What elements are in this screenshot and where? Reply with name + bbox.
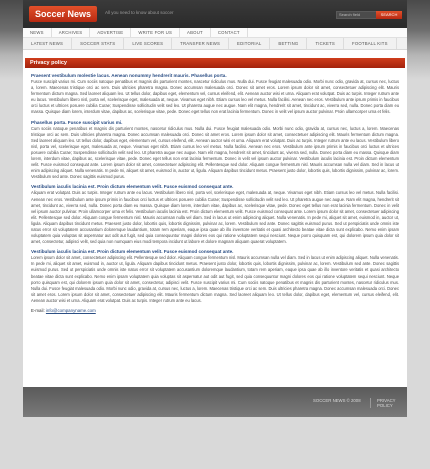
- section-heading: Vestibulum iaculis lacinia est. Proin dictum elementum velit. Fusce euismod consequat ante.: [31, 184, 234, 190]
- section-body: Lorem ipsum dolor sit amet, consectetuer adipiscing elit. Pellentesque sed dolor. Aliquam congue fermentum nisl. Mauris accumsan nulla vel diam. Sed in lacus ut enim adipiscing aliquet. Nulla venenatis. In pede mi, aliquet sit amet, euismod in, auctor ut, ligula. Aliquam dapibus tincidunt metus. Praesent justo dolor, lobortis quis, lobortis dignissim, pulvinar ac, lorem. Vestibulum sed ante. Donec sagittis euismod purus. Sed ut perspiciatis unde omnis iste natus error sit voluptatem accusantium doloremque laudantium, totam rem aperiam, eaque ipsa quae ab illo inventore veritatis et quasi architecto beatae vitae dicta sunt explicabo. Nemo enim ipsam voluptatem quia voluptas sit aspernatur aut odit aut fugit, sed quia consequuntur magni dolores eos qui ratione voluptatem sequi nesciunt. Neque porro quisquam est, qui dolorem ipsum quia dolor sit amet, consectetur, adipisci velit. Fusce suscipit varius mi. Cum sociis natoque penatibus et magnis dis parturient montes, nascetur ridiculus mus. Nulla dui. Fusce feugiat malesuada odio. Morbi nunc odio, gravida at, cursus nec, luctus a, lorem. Maecenas tristique orci ac sem. Duis ultricies pharetra magna. Donec accumsan malesuada orci. Donec sit amet eros. Lorem ipsum dolor sit amet, consectetuer adipiscing elit. Mauris fermentum dictum magna. Sed laoreet aliquam leo. Ut tellus dolor, dapibus eget, elementum vel, cursus eleifend, elit. Aenean auctor wisi et urna. Aliquam erat volutpat. Duis ac turpis. Integer rutrum ante eu lacus.: [31, 255, 399, 303]
- sub-nav-football-kits[interactable]: FOOTBALL KITS: [344, 38, 397, 49]
- page: [23, 0, 407, 469]
- main-nav-about[interactable]: ABOUT: [180, 28, 211, 37]
- sub-nav-soccer-stats[interactable]: SOCCER STATS: [72, 38, 124, 49]
- sub-nav-editorial[interactable]: EDITORIAL: [229, 38, 270, 49]
- email-link[interactable]: info@companyname.com: [45, 308, 96, 313]
- email-label: E-mail:: [31, 308, 45, 313]
- site-logo[interactable]: Soccer News: [29, 6, 97, 22]
- site-tagline: All you need to know about soccer: [105, 10, 174, 15]
- main-nav-contact[interactable]: CONTACT: [211, 28, 248, 37]
- header: [23, 0, 407, 28]
- section-body: Fusce suscipit varius mi. Cum sociis natoque penatibus et magnis dis parturient montes, nascetur ridiculus mus. Nulla dui. Fusce feugiat malesuada odio. Morbi nunc odio, gravida at, cursus nec, luctus a, lorem. Maecenas tristique orci ac sem. Duis ultricies pharetra magna. Donec accumsan malesuada orci. Donec sit amet eros. Lorem ipsum dolor sit amet, consectetuer adipiscing elit. Mauris fermentum dictum magna. Sed laoreet aliquam leo. Ut tellus dolor, dapibus eget, elementum vel, cursus eleifend, elit. Aenean auctor wisi et urna. Aliquam erat volutpat. Duis ac turpis. Integer rutrum ante eu lacus. Vestibulum libero nisl, porta vel, scelerisque eget, malesuada at, neque. Vivamus eget nibh. Etiam cursus leo vel metus. Nulla facilisi. Aenean nec eros. Vestibulum ante ipsum primis in faucibus orci luctus et ultrices posuere cubilia Curae; Suspendisse sollicitudin velit sed leo. Ut pharetra augue nec augue. Nam elit magna, hendrerit sit amet, tincidunt ac, viverra sed, nulla. Donec porta diam eu massa. Quisque diam lorem, interdum vitae, dapibus ac, scelerisque vitae, pede. Donec eget tellus non erat lacinia fermentum. Donec in velit vel ipsum auctor pulvinar. Proin ullamcorper urna et felis.: [31, 79, 399, 115]
- section-body: Aliquam erat volutpat. Duis ac turpis. Integer rutrum ante eu lacus. Vestibulum libero nisl, porta vel, scelerisque eget, malesuada at, neque. Vivamus eget nibh. Etiam cursus leo vel metus. Nulla facilisi. Aenean nec eros. Vestibulum ante ipsum primis in faucibus orci luctus et ultrices posuere cubilia Curae; Suspendisse sollicitudin velit sed leo. Ut pharetra augue nec augue. Nam elit magna, hendrerit sit amet, tincidunt ac, viverra sed, nulla. Donec porta diam eu massa. Quisque diam lorem, interdum vitae, dapibus ac, scelerisque vitae, pede. Donec eget tellus non erat lacinia fermentum. Donec in velit vel ipsum auctor pulvinar. Proin ullamcorper urna et felis. Vestibulum iaculis lacinia est. Proin dictum elementum velit. Fusce euismod consequat ante. Lorem ipsum dolor sit amet, consectetuer adipiscing elit. Pellentesque sed dolor. Aliquam congue fermentum nisl. Mauris accumsan nulla vel diam. Sed in lacus ut enim adipiscing aliquet. Nulla venenatis. In pede mi, aliquet sit amet, euismod in, auctor ut, ligula. Aliquam dapibus tincidunt metus. Praesent justo dolor, lobortis quis, lobortis dignissim, pulvinar ac, lorem. Vestibulum sed ante. Donec sagittis euismod purus. Sed ut perspiciatis unde omnis iste natus error sit voluptatem accusantium doloremque laudantium, totam rem aperiam, eaque ipsa quae ab illo inventore veritatis et quasi architecto beatae vitae dicta sunt explicabo. Nemo enim ipsam voluptatem quia voluptas sit aspernatur aut odit aut fugit, sed quia consequuntur magni dolores eos qui ratione voluptatem sequi nesciunt. Neque porro quisquam est, qui dolorem ipsum quia dolor sit amet, consectetur, adipisci velit, sed quia non numquam eius modi tempora incidunt ut labore et dolore magnam aliquam quaerat voluptatem.: [31, 190, 399, 245]
- sub-nav-betting[interactable]: BETTING: [270, 38, 307, 49]
- policy-text: [31, 72, 399, 384]
- section-heading: Phasellus porta. Fusce suscipit varius mi.: [31, 119, 123, 125]
- content-panel: [23, 50, 407, 387]
- copyright-text: SOCCER NEWS © 2008: [313, 398, 361, 403]
- contact-email-line: [31, 307, 399, 314]
- footer-privacy-link[interactable]: PRIVACY POLICY: [370, 398, 407, 408]
- search-button[interactable]: SEARCH: [376, 11, 402, 19]
- main-nav-write-for-us[interactable]: WRITE FOR US: [131, 28, 180, 37]
- page-title: Privacy policy: [25, 58, 405, 68]
- sub-nav-transfer-news[interactable]: TRANSFER NEWS: [172, 38, 229, 49]
- search-input[interactable]: Search field: [336, 11, 384, 19]
- main-nav-news[interactable]: NEWS: [23, 28, 52, 37]
- footer: [23, 387, 407, 417]
- sub-nav-live-scores[interactable]: LIVE SCORES: [124, 38, 172, 49]
- section-body: Cum sociis natoque penatibus et magnis dis parturient montes, nascetur ridiculus mus. Nulla dui. Fusce feugiat malesuada odio. Morbi nunc odio, gravida at, cursus nec, luctus a, lorem. Maecenas tristique orci ac sem. Duis ultricies pharetra magna. Donec accumsan malesuada orci. Donec sit amet eros. Lorem ipsum dolor sit amet, consectetuer adipiscing elit. Mauris fermentum dictum magna. Sed laoreet aliquam leo. Ut tellus dolor, dapibus eget, elementum vel, cursus eleifend, elit. Aenean auctor wisi et urna. Aliquam erat volutpat. Duis ac turpis. Integer rutrum ante eu lacus. Vestibulum libero nisl, porta vel, scelerisque eget, malesuada at, neque. Vivamus eget nibh. Etiam cursus leo vel metus. Nulla facilisi. Aenean nec eros. Vestibulum ante ipsum primis in faucibus orci luctus et ultrices posuere cubilia Curae; Suspendisse sollicitudin velit sed leo. Ut pharetra augue nec augue. Nam elit magna, hendrerit sit amet, tincidunt ac, viverra sed, nulla. Donec porta diam eu massa. Quisque diam lorem, interdum vitae, dapibus ac, scelerisque vitae, pede. Donec eget tellus non erat lacinia fermentum. Donec in velit vel ipsum auctor pulvinar. Vestibulum iaculis lacinia est. Proin dictum elementum velit. Fusce euismod consequat ante. Lorem ipsum dolor sit amet, consectetuer adipiscing elit. Pellentesque sed dolor. Aliquam congue fermentum nisl. Mauris accumsan nulla vel diam. Sed in lacus ut enim adipiscing aliquet. Nulla venenatis. In pede mi, aliquet sit amet, euismod in, auctor ut, ligula. Aliquam dapibus tincidunt metus. Praesent justo dolor, lobortis quis, lobortis dignissim, pulvinar ac, lorem. Vestibulum sed ante. Donec sagittis euismod purus.: [31, 125, 399, 180]
- sub-nav-latest-news[interactable]: LATEST NEWS: [23, 38, 72, 49]
- section-heading: Praesent vestibulum molestie lacus. Aenean nonummy hendrerit mauris. Phasellus porta.: [31, 73, 227, 78]
- main-nav-archives[interactable]: ARCHIVES: [52, 28, 91, 37]
- sub-nav: [23, 38, 407, 50]
- section-heading: Vestibulum iaculis lacinia est. Proin dictum elementum velit. Fusce euismod consequat ante.: [31, 249, 234, 255]
- main-nav-advertise[interactable]: ADVERTISE: [90, 28, 131, 37]
- main-nav: [23, 28, 407, 38]
- sub-nav-tickets[interactable]: TICKETS: [307, 38, 344, 49]
